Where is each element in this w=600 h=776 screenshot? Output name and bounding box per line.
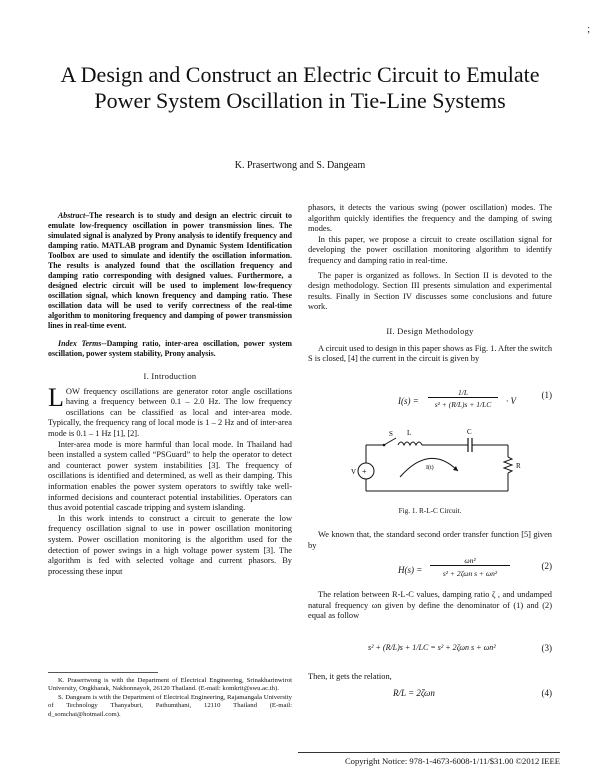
- right-paragraph-6: The relation between R-L-C values, damping ratio ζ , and undamped natural frequency ωn given by define the denominator of (1) and (2) equal as follow: [308, 590, 552, 621]
- intro-paragraph-3: In this work intends to construct a circuit to generate the low frequency oscillation signal to use in power oscillation monitoring system. Power oscillation monitoring is the algorithm used for the detection of power swings in a high voltage power system [3]. The algorithm is fed with selected voltage and current phasors. By processing these input: [48, 513, 292, 576]
- eq2-numerator: ωn²: [430, 556, 510, 566]
- index-terms-label: Index Terms: [58, 339, 102, 348]
- left-column: [48, 211, 292, 577]
- label-capacitor: C: [467, 428, 472, 436]
- equation-2: [308, 556, 552, 584]
- figure-1-caption: Fig. 1. R-L-C Circuit.: [398, 507, 462, 515]
- eq1-lhs: I(s) =: [398, 396, 419, 406]
- intro-paragraph-1: [48, 382, 292, 440]
- eq1-tail: · V: [506, 396, 516, 406]
- footnote-rule: [48, 672, 158, 673]
- dropcap: L: [48, 382, 64, 412]
- eq1-numerator: 1/L: [428, 388, 498, 398]
- paper-title: A Design and Construct an Electric Circuit to Emulate Power System Oscillation in Tie-Line Systems: [60, 62, 540, 113]
- right-paragraph-3: The paper is organized as follows. In Section II is devoted to the design methodology. Section III presents simulation and experimental results. Finally in Section IV discusses some conclusions and future work.: [308, 270, 552, 312]
- label-inductor: L: [407, 429, 412, 437]
- corner-mark: ;: [587, 24, 590, 35]
- index-terms-text: --Damping ratio, inter-area oscillation, power system oscillation, power system stability, Prony analysis.: [48, 339, 292, 358]
- section1-heading: I. Introduction: [143, 372, 197, 381]
- label-resistor: R: [516, 462, 521, 470]
- right-paragraph-6-wrap: [308, 590, 552, 622]
- abstract: [48, 211, 292, 331]
- right-paragraph-4: A circuit used to design in this paper shows as Fig. 1. After the switch S is closed, [4] the current in the circuit is given by: [308, 343, 553, 364]
- section2-heading: II. Design Methodology: [386, 326, 474, 336]
- equation-3: [308, 643, 552, 659]
- eq2-denominator: s² + 2ζωn s + ωn²: [442, 569, 498, 578]
- abstract-label: Abstract: [58, 211, 86, 220]
- intro-p1-text: OW frequency oscillations are generator rotor angle oscillations having a frequency between 0.1 – 2.0 Hz. The low frequency oscillations can be classified as local and inter-area mode. Typically, the frequency rang of local mode is 1 – 2 Hz and of inter-area mode is 0.1 – 1 Hz [1], [2].: [48, 386, 292, 438]
- footnote-2: S. Dangeam is with the Department of Electrical Engineering, Rajamangala University of Technology Thanyaburi, Pathumthani, 12110 Thailand (E-mail: d_somchai@hotmail.com).: [48, 693, 292, 718]
- rlc-circuit-diagram: [350, 425, 530, 503]
- right-paragraph-1: phasors, it detects the various swing (power oscillation) modes. The algorithm quickly identifies the frequency and the damping of swing modes.: [308, 203, 552, 234]
- right-paragraph-7-wrap: [308, 672, 552, 683]
- right-paragraph-2: In this paper, we propose a circuit to create oscillation signal for developing the power oscillation monitoring algorithm to identify frequency and damping ratio in real-time.: [308, 234, 552, 265]
- label-switch: S: [389, 430, 393, 438]
- paper-authors: K. Prasertwong and S. Dangeam: [234, 160, 366, 171]
- figure-1: [350, 425, 530, 503]
- abstract-text: –The research is to study and design an electric circuit to emulate low-frequency oscillation in power transmission lines. The simulated signal is analyzed by Prony analysis to identify frequency and damping ratio. MATLAB program and Dynamic System Identification Toolbox are used to simulate and identify the oscillation information. The results is analyzed found that the oscillation frequency and damping ratio corresponding with designed values. Furthermore, a designed electric circuit will be used to implement low-frequency oscillation signal, which known frequency and damping ratio. These oscillation data will be used to verify correctness of the real-time algorithm to monitoring frequency and damping of power transmission lines in real-time event.: [48, 211, 292, 330]
- eq1-denominator: s² + (R/L)s + 1/LC: [434, 400, 492, 409]
- eq1-number: (1): [541, 390, 552, 400]
- eq4-body: R/L = 2ζωn: [393, 688, 435, 698]
- right-column: [308, 203, 552, 365]
- index-terms: [48, 339, 292, 359]
- label-current: I(t): [426, 465, 434, 471]
- equation-4: [308, 688, 552, 704]
- bottom-rule: [298, 752, 560, 753]
- svg-text:+: +: [362, 467, 367, 476]
- inductor-icon: [398, 442, 422, 445]
- eq2-number: (2): [541, 561, 552, 571]
- switch-icon: [384, 438, 396, 445]
- footnote-1: K. Prasertwong is with the Department of Electrical Engineering, Srinakharinwirot University, Ongkharak, Nakhonnayok, 26120 Thailand. (E-mail: komkrit@swu.ac.th).: [48, 677, 292, 693]
- copyright-notice: Copyright Notice: 978-1-4673-6008-1/11/$31.00 ©2012 IEEE: [344, 756, 560, 766]
- footnotes: [48, 672, 292, 719]
- eq3-number: (3): [541, 643, 552, 653]
- right-paragraph-5-wrap: [308, 530, 552, 551]
- resistor-icon: [504, 457, 512, 473]
- eq2-lhs: H(s) =: [398, 565, 423, 575]
- intro-paragraph-2: Inter-area mode is more harmful than local mode. In Thailand had been installed a system called “PSGuard” to help the operator to detect and counteract power system instabilities [3]. The frequency of oscillations is identified and determined, as well as their damping. This information enables the power system operators to swiftly take well-informed decisions and counteract potential instabilities. Operators can thus avoid potential cascade tripping and system islanding.: [48, 439, 292, 513]
- eq4-number: (4): [541, 688, 552, 698]
- equation-1: [308, 388, 552, 414]
- eq3-body: s² + (R/L)s + 1/LC = s² + 2ζωn s + ωn²: [368, 643, 496, 652]
- label-source: V: [351, 468, 357, 476]
- right-paragraph-5: We known that, the standard second order transfer function [5] given by: [308, 530, 552, 550]
- right-paragraph-7: Then, it gets the relation,: [308, 672, 392, 681]
